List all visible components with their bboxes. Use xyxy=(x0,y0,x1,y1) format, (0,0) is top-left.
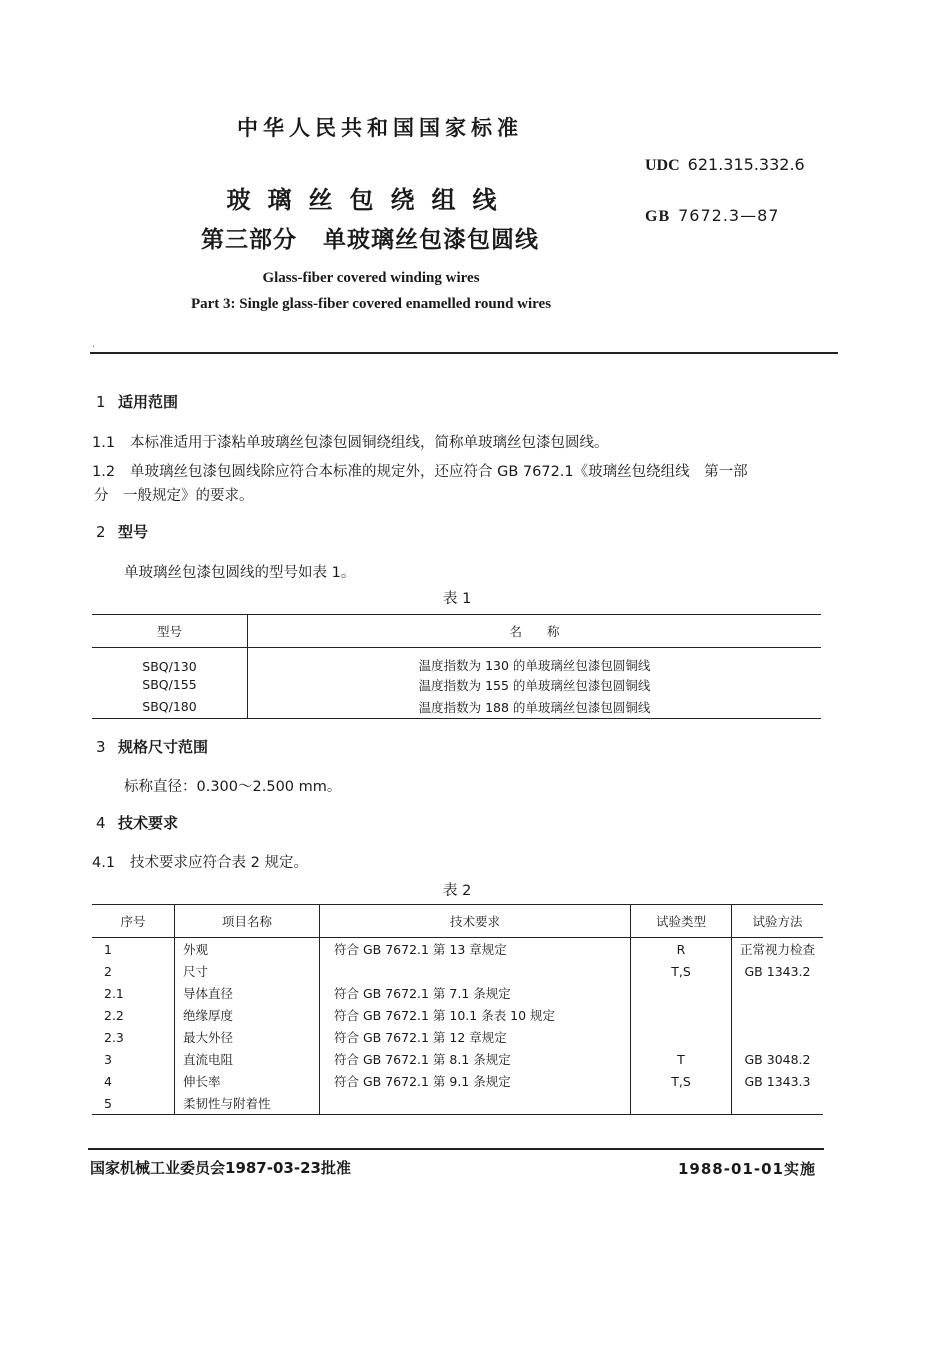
clause-4-1: 4.1 技术要求应符合表 2 规定。 xyxy=(92,855,308,871)
table-cell: 伸长率 xyxy=(175,1070,320,1092)
table-cell xyxy=(732,1004,824,1026)
section-3-heading: 3 规格尺寸范围 xyxy=(96,738,209,756)
table-cell: 符合 GB 7672.1 第 7.1 条规定 xyxy=(320,982,631,1004)
table-cell: 温度指数为 155 的单玻璃丝包漆包圆铜线 xyxy=(418,677,651,693)
table-1 xyxy=(92,614,821,719)
part-title: 单玻璃丝包漆包圆线 xyxy=(323,227,539,253)
table-cell xyxy=(732,982,824,1004)
table-1-header-model: 型号 xyxy=(92,615,248,648)
table-row xyxy=(92,674,821,696)
section-4-heading: 4 技术要求 xyxy=(96,814,179,832)
table-row xyxy=(92,938,823,961)
section-3-text: 标称直径：0.300～2.500 mm。 xyxy=(124,779,342,795)
table-cell: 符合 GB 7672.1 第 9.1 条规定 xyxy=(320,1070,631,1092)
national-standard-label: 中华人民共和国国家标准 xyxy=(237,116,523,140)
footer-divider xyxy=(88,1148,824,1150)
table-cell: 直流电阻 xyxy=(175,1048,320,1070)
table-cell: 导体直径 xyxy=(175,982,320,1004)
table-cell: 符合 GB 7672.1 第 8.1 条规定 xyxy=(320,1048,631,1070)
table-2-header-item: 项目名称 xyxy=(175,905,320,938)
table-cell: GB 1343.2 xyxy=(744,963,811,979)
table-cell: 1 xyxy=(92,938,175,961)
section-1-heading: 1 适用范围 xyxy=(96,393,179,411)
table-cell xyxy=(631,1026,732,1048)
table-cell: 2 xyxy=(92,960,175,982)
udc-code-value: 621.315.332.6 xyxy=(687,155,805,174)
table-cell xyxy=(732,1092,824,1115)
table-2-caption: 表 2 xyxy=(443,883,472,899)
clause-1-2: 1.2 单玻璃丝包漆包圆线除应符合本标准的规定外，还应符合 GB 7672.1《玻璃丝包绕组线 第一部 xyxy=(92,464,748,480)
table-cell xyxy=(631,1092,732,1115)
table-row xyxy=(92,1026,823,1048)
table-cell: 正常视力检查 xyxy=(739,942,815,957)
table-2-header-test-method: 试验方法 xyxy=(732,905,824,938)
document-subtitle-cn xyxy=(0,221,740,254)
table-cell: 外观 xyxy=(175,938,320,961)
table-cell: 尺寸 xyxy=(175,960,320,982)
table-cell: 2.3 xyxy=(92,1026,175,1048)
table-row xyxy=(92,1004,823,1026)
table-row xyxy=(92,960,823,982)
table-cell: 2.2 xyxy=(92,1004,175,1026)
udc-code xyxy=(645,155,805,175)
part-label: 第三部分 xyxy=(201,227,297,253)
table-2-header-requirement: 技术要求 xyxy=(320,905,631,938)
table-cell: 温度指数为 188 的单玻璃丝包漆包圆铜线 xyxy=(418,699,651,715)
table-cell xyxy=(631,982,732,1004)
table-cell: 3 xyxy=(92,1048,175,1070)
table-cell: 最大外径 xyxy=(175,1026,320,1048)
udc-label: UDC xyxy=(645,157,680,174)
scan-dot: · xyxy=(92,342,96,353)
table-row xyxy=(92,1092,823,1115)
table-2-header-test-type: 试验类型 xyxy=(631,905,732,938)
table-cell: T,S xyxy=(631,960,732,982)
header-divider xyxy=(90,352,838,354)
section-2-heading: 2 型号 xyxy=(96,523,149,541)
table-cell xyxy=(320,960,631,982)
table-1-caption: 表 1 xyxy=(443,591,472,607)
table-row xyxy=(92,648,821,674)
table-cell: 温度指数为 130 的单玻璃丝包漆包圆铜线 xyxy=(418,657,651,673)
gb-number-value: 7672.3—87 xyxy=(678,206,780,225)
effective-date: 1988-01-01实施 xyxy=(678,1160,816,1178)
table-row xyxy=(92,1070,823,1092)
table-cell: 符合 GB 7672.1 第 10.1 条表 10 规定 xyxy=(320,1004,631,1026)
section-2-text: 单玻璃丝包漆包圆线的型号如表 1。 xyxy=(124,565,356,581)
table-cell: 符合 GB 7672.1 第 12 章规定 xyxy=(320,1026,631,1048)
document-title-en: Glass-fiber covered winding wires xyxy=(262,270,480,286)
table-2-header-seq: 序号 xyxy=(92,905,175,938)
approval-note: 国家机械工业委员会1987-03-23批准 xyxy=(90,1159,351,1177)
table-cell: 4 xyxy=(92,1070,175,1092)
table-cell: 绝缘厚度 xyxy=(175,1004,320,1026)
gb-label: GB xyxy=(645,208,671,225)
table-row xyxy=(92,696,821,719)
table-cell: SBQ/130 xyxy=(92,648,248,674)
table-cell: 柔韧性与附着性 xyxy=(175,1092,320,1115)
clause-1-2-continued: 分 一般规定》的要求。 xyxy=(94,488,254,504)
table-1-header-row xyxy=(92,615,821,648)
table-1-header-name: 名 称 xyxy=(248,615,822,648)
table-row xyxy=(92,982,823,1004)
table-cell: T xyxy=(631,1048,732,1070)
table-cell: T,S xyxy=(631,1070,732,1092)
table-cell xyxy=(631,1004,732,1026)
table-cell: R xyxy=(631,938,732,961)
table-cell: GB 1343.3 xyxy=(744,1073,811,1089)
table-cell: SBQ/155 xyxy=(92,674,248,696)
table-row xyxy=(92,1048,823,1070)
table-cell: 5 xyxy=(92,1092,175,1115)
table-2-header-row xyxy=(92,905,823,938)
table-2 xyxy=(92,904,823,1115)
table-cell: 2.1 xyxy=(92,982,175,1004)
table-cell: SBQ/180 xyxy=(92,696,248,719)
document-title-cn: 玻璃丝包绕组线 xyxy=(226,186,514,214)
document-subtitle-en: Part 3: Single glass-fiber covered enamelled round wires xyxy=(190,296,552,312)
clause-1-1: 1.1 本标准适用于漆粘单玻璃丝包漆包圆铜绕组线，简称单玻璃丝包漆包圆线。 xyxy=(92,435,609,451)
table-cell xyxy=(732,1026,824,1048)
table-cell: GB 3048.2 xyxy=(744,1051,811,1067)
table-cell: 符合 GB 7672.1 第 13 章规定 xyxy=(320,938,631,961)
table-cell xyxy=(320,1092,631,1115)
